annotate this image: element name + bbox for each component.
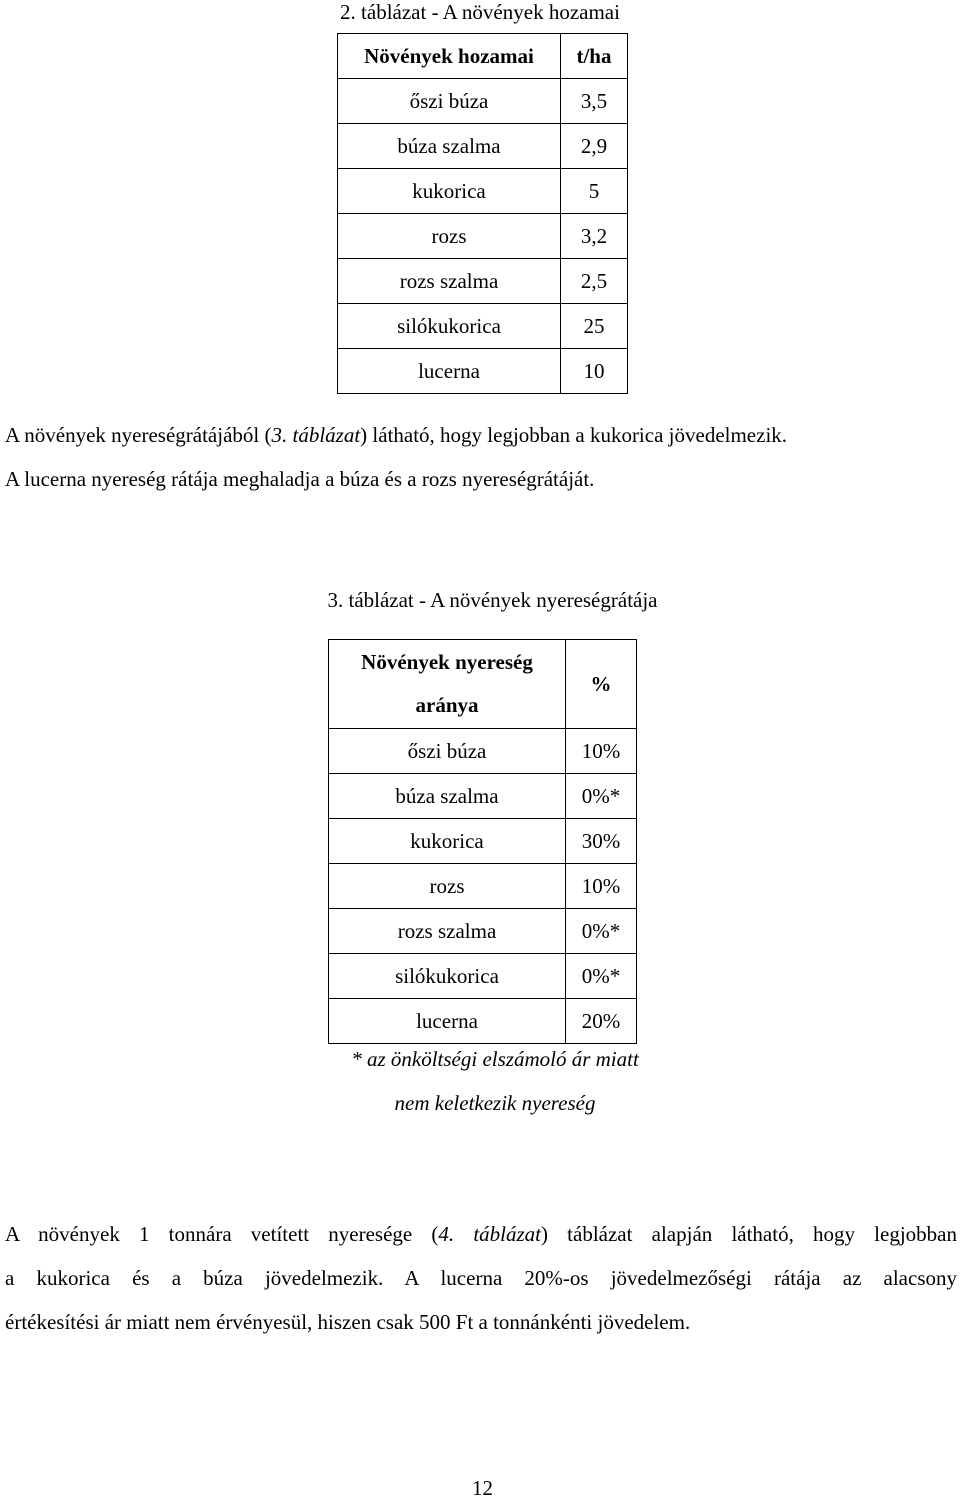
table-reference: 3. táblázat [271, 423, 361, 447]
crop-cell: rozs szalma [338, 259, 561, 304]
paragraph-profit-ratio [5, 413, 957, 501]
paragraph-per-tonne-profit [5, 1212, 957, 1344]
footnote-line: * az önköltségi elszámoló ár miatt [351, 1047, 639, 1071]
crop-cell: lucerna [338, 349, 561, 394]
table3-caption: 3. táblázat - A növények nyereségrátája [327, 588, 658, 612]
crop-cell: búza szalma [338, 124, 561, 169]
profit-rate-table [328, 639, 637, 1044]
crop-cell: kukorica [338, 169, 561, 214]
table2-caption: 2. táblázat - A növények hozamai [340, 0, 620, 24]
paragraph-line: a kukorica és a búza jövedelmezik. A lucerna 20%-os jövedelmezőségi rátája az alacsony [5, 1266, 957, 1290]
crop-cell: őszi búza [329, 729, 566, 774]
column-header-unit: t/ha [561, 34, 628, 79]
paragraph-line: A lucerna nyereség rátája meghaladja a búza és a rozs nyereségrátáját. [5, 467, 595, 491]
header-line: aránya [415, 693, 479, 717]
table-row [338, 124, 628, 169]
table-row [338, 349, 628, 394]
value-cell: 5 [561, 169, 628, 214]
paragraph-line [5, 413, 957, 457]
value-cell: 10 [561, 349, 628, 394]
crop-cell: lucerna [329, 999, 566, 1044]
value-cell: 2,9 [561, 124, 628, 169]
crop-cell: őszi búza [338, 79, 561, 124]
table-row [329, 729, 637, 774]
value-cell: 0%* [566, 909, 637, 954]
column-header-crop: Növények hozamai [338, 34, 561, 79]
text-run: ) táblázat alapján látható, hogy legjobban [541, 1222, 957, 1246]
crop-cell: rozs [338, 214, 561, 259]
table-row [329, 909, 637, 954]
column-header-percent: % [566, 640, 637, 729]
table-row [329, 819, 637, 864]
table-row [338, 259, 628, 304]
crop-cell: silókukorica [338, 304, 561, 349]
column-header-crop [329, 640, 566, 729]
value-cell: 25 [561, 304, 628, 349]
crop-cell: silókukorica [329, 954, 566, 999]
value-cell: 3,5 [561, 79, 628, 124]
value-cell: 3,2 [561, 214, 628, 259]
header-line: Növények nyereség [361, 650, 533, 674]
paragraph-line [5, 1212, 957, 1256]
table-row [338, 169, 628, 214]
crop-cell: rozs szalma [329, 909, 566, 954]
table-row [329, 954, 637, 999]
table-row [338, 79, 628, 124]
text-run: A növények nyereségrátájából ( [5, 423, 272, 447]
value-cell: 30% [566, 819, 637, 864]
value-cell: 10% [566, 864, 637, 909]
footnote-line: nem keletkezik nyereség [394, 1091, 596, 1115]
table-row [329, 864, 637, 909]
table-footnote [0, 1037, 960, 1125]
table-reference: 4. táblázat [438, 1222, 542, 1246]
value-cell: 2,5 [561, 259, 628, 304]
crop-cell: rozs [329, 864, 566, 909]
text-run: A növények 1 tonnára vetített nyeresége ( [5, 1222, 439, 1246]
crop-cell: kukorica [329, 819, 566, 864]
value-cell: 0%* [566, 774, 637, 819]
table-row [329, 774, 637, 819]
paragraph-line: értékesítési ár miatt nem érvényesül, hiszen csak 500 Ft a tonnánkénti jövedelem. [5, 1310, 691, 1334]
table-header-row [338, 34, 628, 79]
table-row [338, 304, 628, 349]
value-cell: 10% [566, 729, 637, 774]
text-run: ) látható, hogy legjobban a kukorica jövedelmezik. [360, 423, 788, 447]
table-row [338, 214, 628, 259]
page-number: 12 [472, 1476, 493, 1500]
crop-cell: búza szalma [329, 774, 566, 819]
yield-table [337, 33, 628, 394]
value-cell: 0%* [566, 954, 637, 999]
table-header-row [329, 640, 637, 729]
value-cell: 20% [566, 999, 637, 1044]
